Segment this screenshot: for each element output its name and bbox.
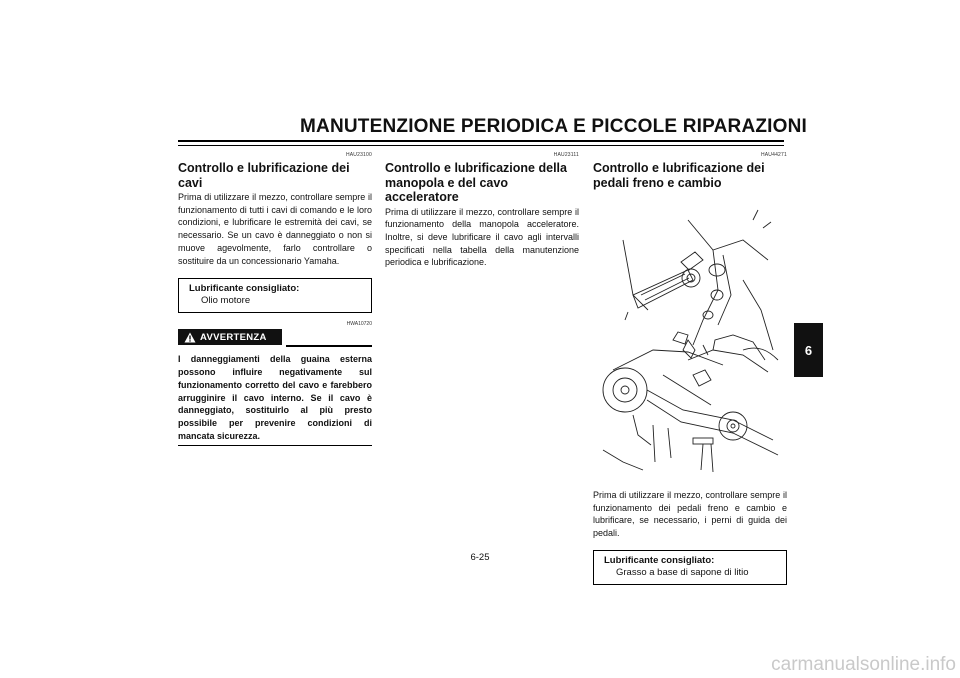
section-code: HAU23111 [553, 152, 579, 158]
section-body: Prima di utilizzare il mezzo, controllare sempre il funzionamento di tutti i cavi di comando e le loro condizioni, e lubrificare le estremità dei cavi, se necessario. Se un cavo è danneggiato o non si muove agevolmente, farlo controllare o sostituire da un concessionario Yamaha. [178, 192, 372, 266]
page-title: MANUTENZIONE PERIODICA E PICCOLE RIPARAZIONI [300, 116, 808, 137]
warning-header [178, 321, 372, 346]
section-pedals [593, 152, 787, 585]
warning-bottom-rule [178, 445, 372, 447]
warning-text: I danneggiamenti della guaina esterna possono influire negativamente sul funzionamento corretto del cavo e farebbero arrugginire il cavo interno. Se il cavo è danneggiato, sostituirlo al più presto possibile per prevenire condizioni di mancata sicurezza. [178, 354, 372, 441]
section-heading: Controllo e lubrificazione dei pedali freno e cambio [593, 161, 765, 190]
section-code: HAU23100 [345, 152, 372, 158]
title-rule [178, 140, 784, 142]
section-throttle [385, 152, 579, 269]
section-heading: Controllo e lubrificazione dei cavi [178, 161, 350, 190]
chapter-tab: 6 [794, 323, 823, 377]
section-body: Prima di utilizzare il mezzo, controllare sempre il funzionamento della manopola acceleratore. Inoltre, si deve lubrificare il cavo agli intervalli specificati nella tabella della manutenzione periodica e lubrificazione. [385, 206, 579, 268]
lubricant-box [593, 550, 787, 585]
section-cables [178, 152, 372, 446]
lubricant-box [178, 278, 372, 313]
lubricant-value: Grasso a base di sapone di litio [616, 566, 749, 578]
warning-triangle-icon [184, 332, 196, 343]
watermark: carmanualsonline.info [771, 654, 956, 675]
shift-pedal-drawing [603, 332, 778, 472]
warning-badge [178, 329, 282, 345]
pedal-illustration [593, 200, 787, 483]
warning-rule [286, 345, 372, 347]
lubricant-value: Olio motore [201, 295, 251, 307]
title-rule-thin [178, 145, 784, 146]
lubricant-title: Lubrificante consigliato: [189, 283, 300, 295]
section-heading: Controllo e lubrificazione della manopola e del cavo acceleratore [385, 161, 567, 204]
brake-pedal-drawing [623, 210, 773, 358]
page-number: 6-25 [470, 552, 490, 563]
lubricant-title: Lubrificante consigliato: [604, 554, 715, 566]
warning-label: AVVERTENZA [200, 331, 267, 343]
warning-code: HWA10720 [346, 321, 372, 328]
section-body: Prima di utilizzare il mezzo, controllare sempre il funzionamento dei pedali freno e cambio e lubrificare, se necessario, i perni di guida dei pedali. [593, 490, 787, 539]
section-code: HAU44271 [760, 152, 787, 158]
